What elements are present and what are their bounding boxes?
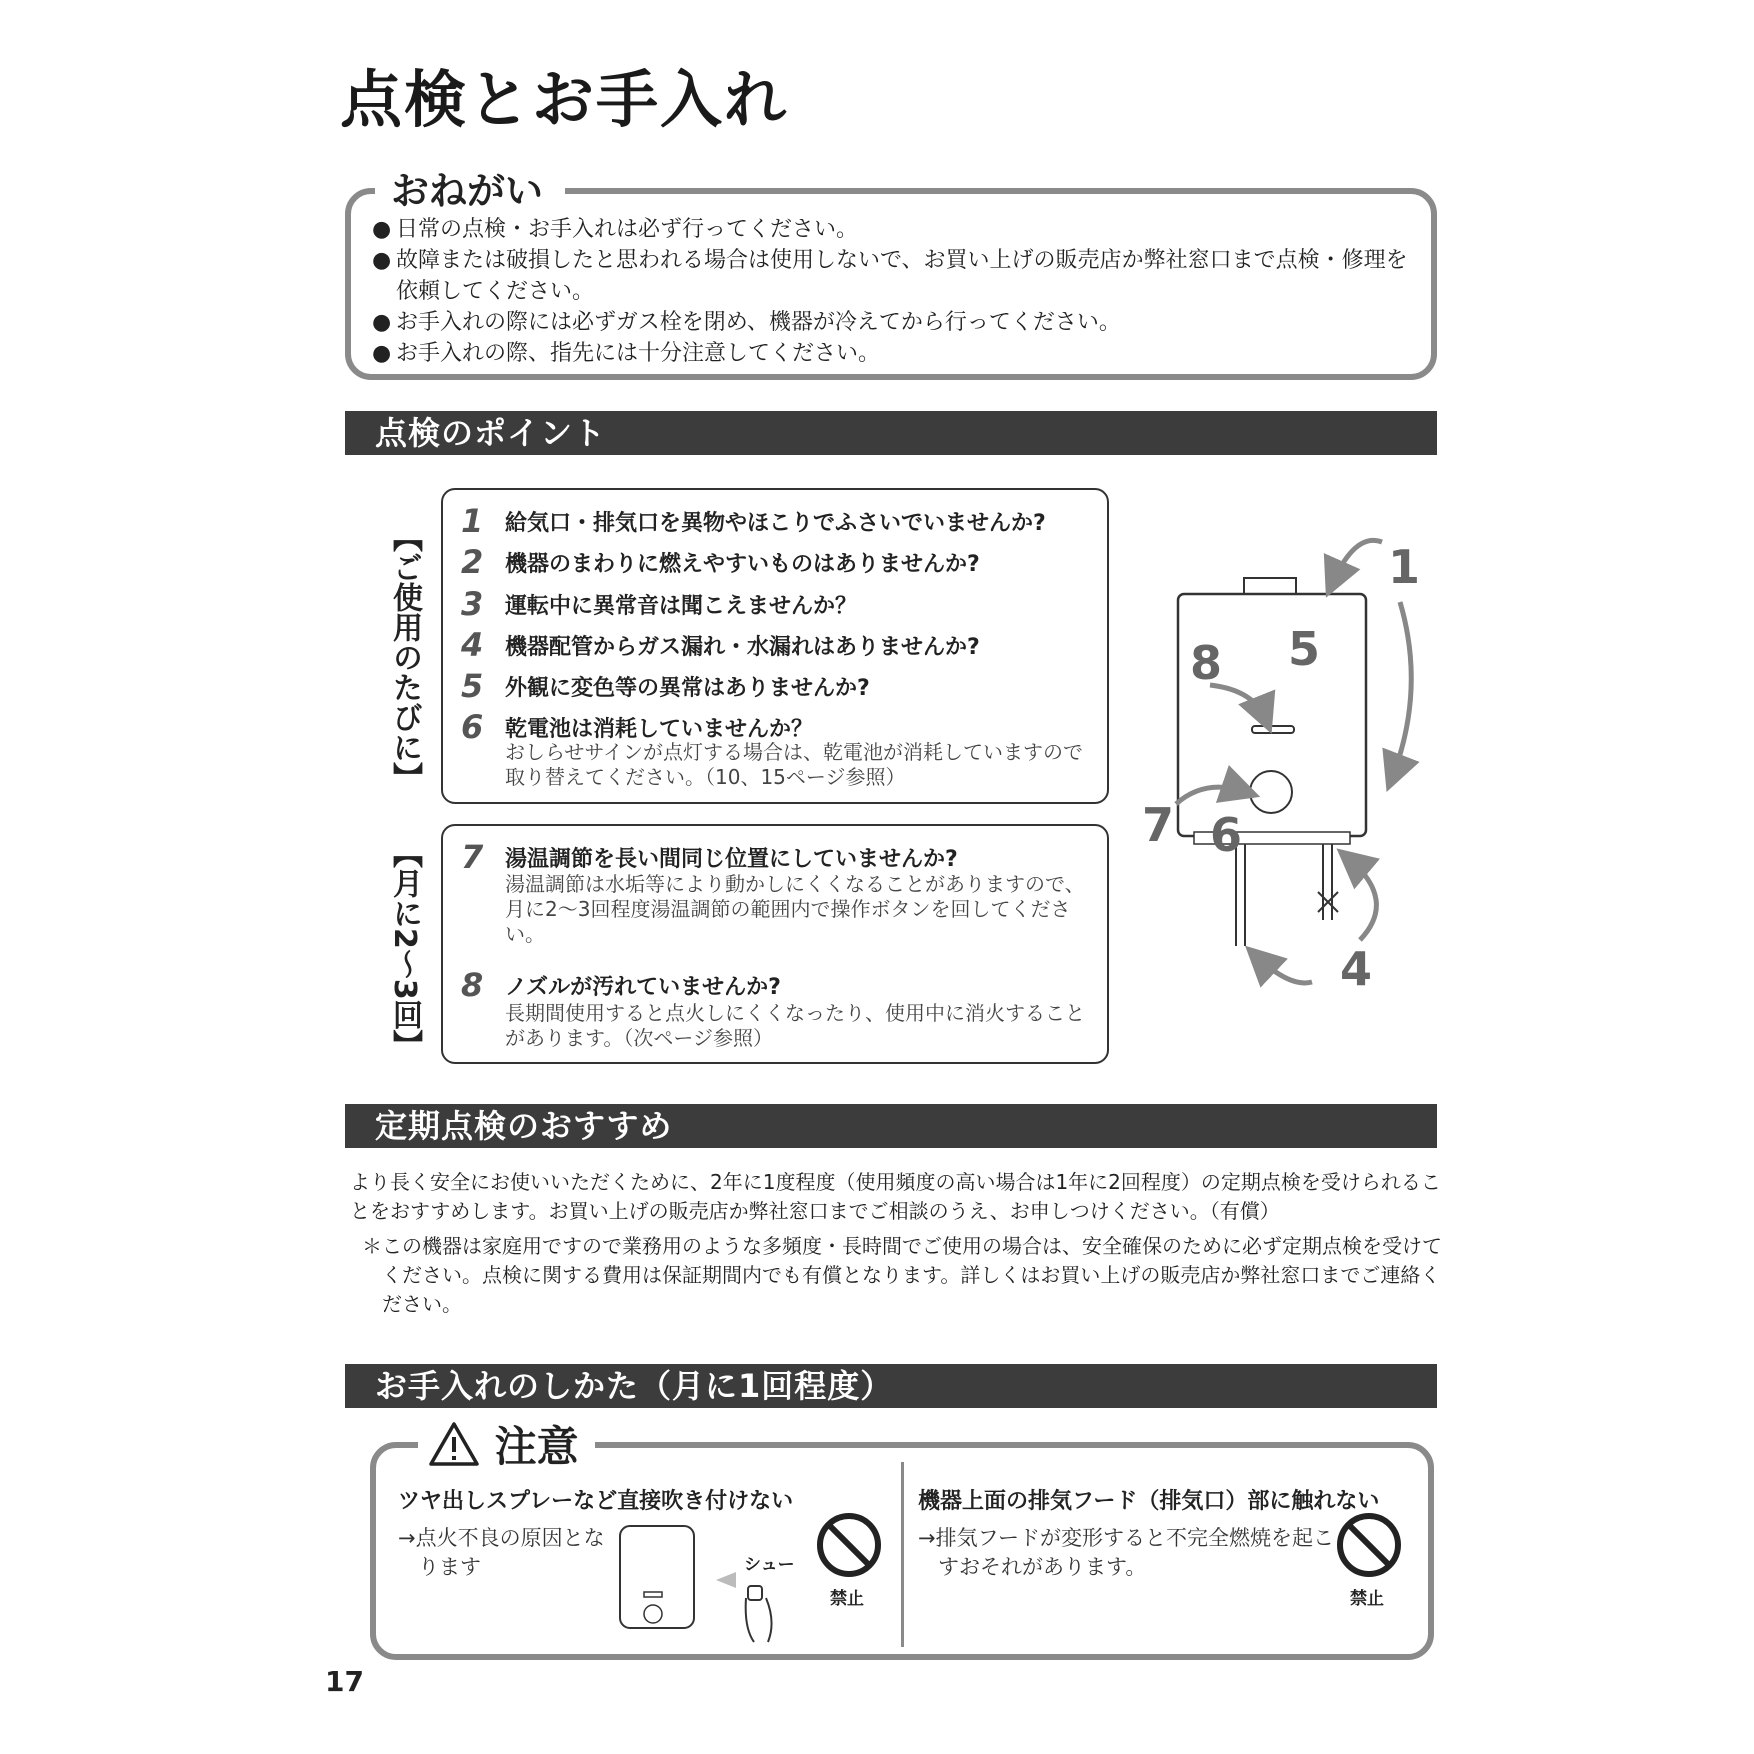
item-text: 乾電池は消耗していませんか？	[505, 717, 814, 742]
diagram-label-5: 5	[1288, 622, 1321, 676]
diagram-label-8: 8	[1190, 636, 1223, 690]
item-number: 7	[461, 838, 484, 876]
item-text: 給気口・排気口を異物やほこりでふさいでいませんか?	[505, 511, 1046, 536]
prohibit-label: 禁止	[1350, 1589, 1384, 1609]
regular-note: ＊この機器は家庭用ですので業務用のような多頻度・長時間でご使用の場合は、安全確保のために必ず定期点検を受けてください。点検に関する費用は保証期間内でも有償となります。詳しくはお買い上げの販売店か弊社窓口までご連絡ください。	[362, 1234, 1442, 1316]
caution-right-detail: →排気フードが変形すると不完全燃焼を起こすおそれがあります。	[918, 1526, 1334, 1579]
request-item: ● お手入れの際には必ずガス栓を閉め、機器が冷えてから行ってください。	[372, 307, 1422, 338]
caution-heading: 注意	[494, 1422, 579, 1471]
item-number: 3	[461, 585, 484, 623]
prohibit-icon	[1336, 1512, 1402, 1578]
request-item: ● 日常の点検・お手入れは必ず行ってください。	[372, 214, 1422, 245]
diagram-label-7: 7	[1142, 798, 1175, 852]
item-text: 運転中に異常音は聞こえませんか？	[505, 594, 858, 619]
item-note: 長期間使用すると点火しにくくなったり、使用中に消火することがあります。（次ページ参照）	[505, 1001, 1085, 1050]
inspection-heading: 点検のポイント	[345, 411, 1437, 455]
diagram-label-1: 1	[1388, 540, 1421, 594]
caution-left-title: ツヤ出しスプレーなど直接吹き付けない	[398, 1489, 794, 1514]
warning-icon	[428, 1421, 480, 1467]
item-note: おしらせサインが点灯する場合は、乾電池が消耗していますので取り替えてください。（10、15ページ参照）	[505, 740, 1083, 789]
caution-header	[418, 1414, 595, 1474]
care-heading: お手入れのしかた（月に1回程度）	[345, 1364, 1437, 1408]
prohibit-icon	[816, 1512, 882, 1578]
item-text: 湯温調節を長い間同じ位置にしていませんか?	[505, 847, 958, 872]
item-number: 6	[461, 708, 484, 746]
monthly-label: 【月に2〜3回】	[387, 838, 422, 1060]
item-number: 2	[461, 543, 484, 581]
regular-body: より長く安全にお使いいただくために、2年に1度程度（使用頻度の高い場合は1年に2回程度）の定期点検を受けられることをおすすめします。お買い上げの販売店か弊社窓口までご相談のうえ、お申しつけください。（有償）	[350, 1170, 1441, 1223]
every-use-label: 【ご使用のたびに】	[387, 522, 422, 792]
request-list	[372, 214, 1422, 369]
water-heater-diagram	[1130, 520, 1430, 1000]
item-text: 機器配管からガス漏れ・水漏れはありませんか?	[505, 635, 980, 660]
item-text: 機器のまわりに燃えやすいものはありませんか?	[505, 552, 980, 577]
page-title: 点検とお手入れ	[340, 63, 789, 136]
item-number: 4	[461, 626, 484, 664]
request-item: ● お手入れの際、指先には十分注意してください。	[372, 338, 1422, 369]
prohibit-label: 禁止	[830, 1589, 864, 1609]
item-note: 湯温調節は水垢等により動かしにくくなることがありますので、月に2〜3回程度湯温調節の範囲内で操作ボタンを回してください。	[505, 872, 1085, 946]
item-number: 5	[461, 667, 484, 705]
regular-heading: 定期点検のおすすめ	[345, 1104, 1437, 1148]
request-heading: おねがい	[375, 160, 565, 215]
item-text: 外観に変色等の異常はありませんか?	[505, 676, 870, 701]
every-use-checklist	[441, 488, 1109, 804]
spray-sound-label: シュー	[744, 1555, 795, 1575]
caution-left-detail: →点火不良の原因となります	[398, 1526, 605, 1579]
diagram-label-4: 4	[1340, 942, 1373, 996]
caution-divider	[901, 1462, 904, 1647]
item-number: 8	[461, 966, 484, 1004]
diagram-label-6: 6	[1210, 808, 1243, 862]
item-number: 1	[461, 502, 484, 540]
request-item: ● 故障または破損したと思われる場合は使用しないで、お買い上げの販売店か弊社窓口まで点検・修理を依頼してください。	[372, 245, 1422, 307]
page-number: 17	[325, 1665, 364, 1698]
spray-illustration	[616, 1520, 796, 1650]
caution-right-title: 機器上面の排気フード（排気口）部に触れない	[918, 1489, 1380, 1514]
item-text: ノズルが汚れていませんか?	[505, 975, 781, 1000]
monthly-checklist	[441, 824, 1109, 1064]
